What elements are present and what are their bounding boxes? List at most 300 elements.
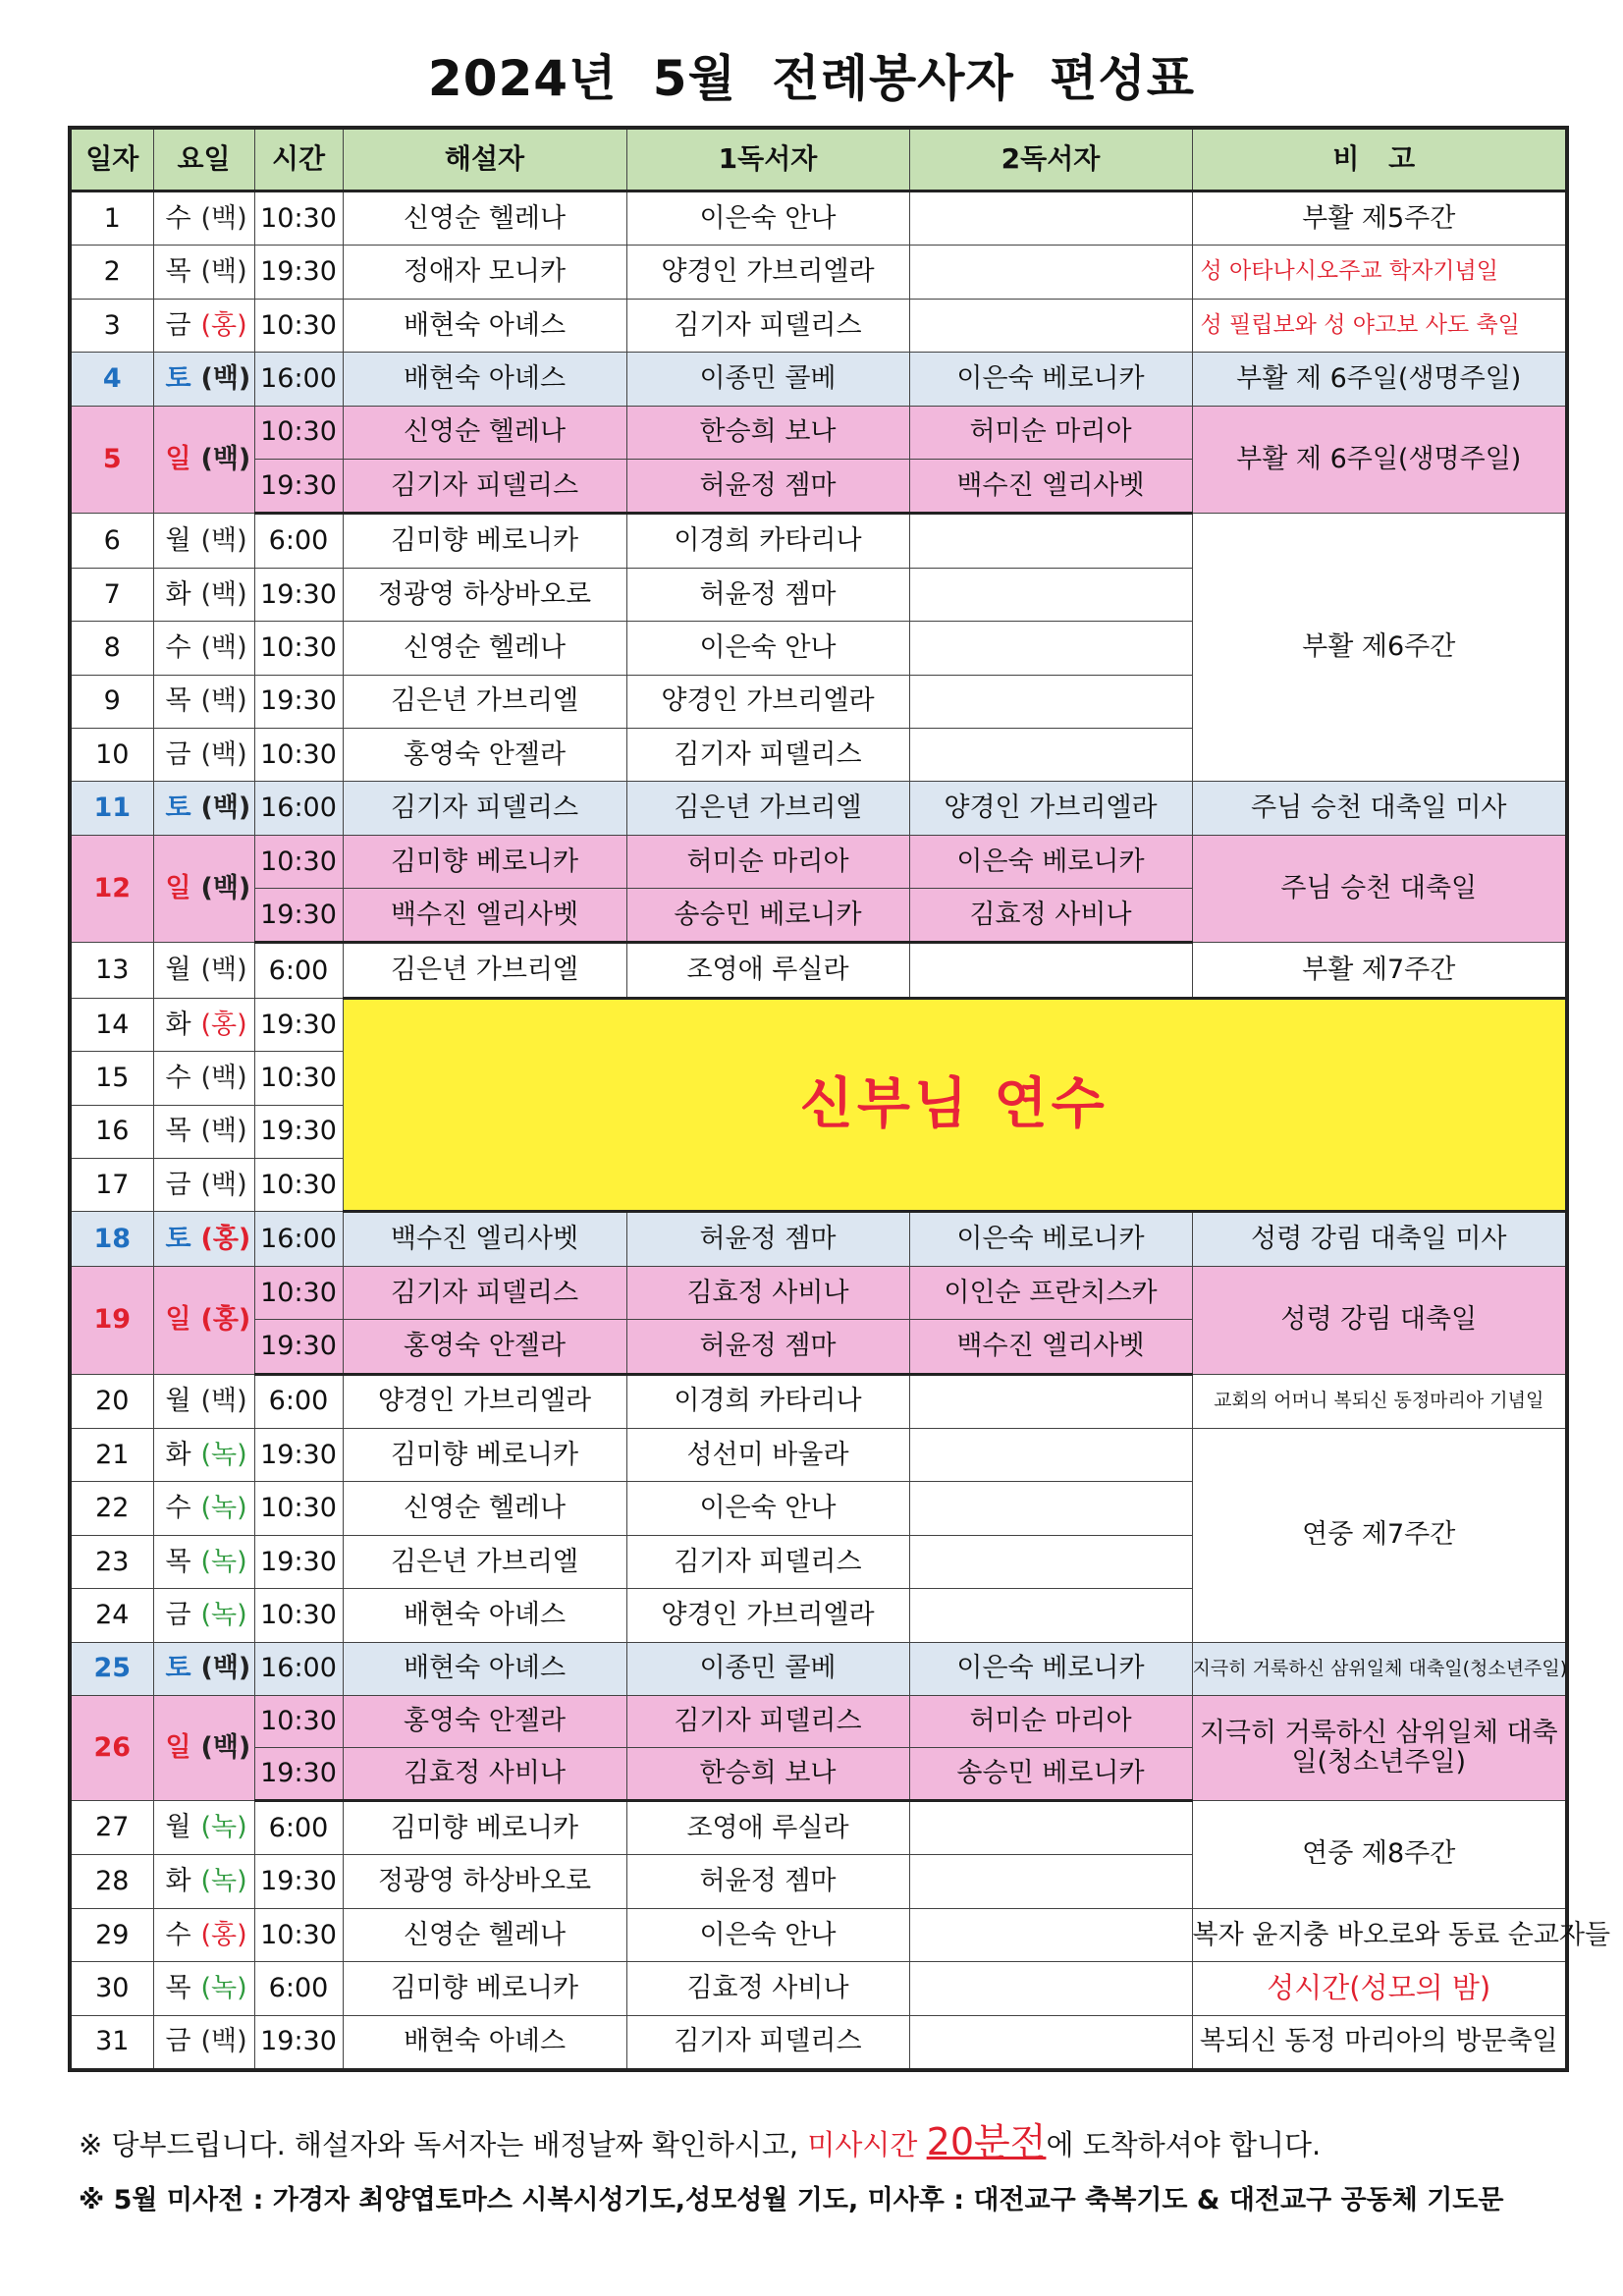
reader1-cell: 김효정 사비나	[626, 1266, 909, 1319]
time-cell: 10:30	[254, 299, 343, 352]
day-cell: 31	[70, 2015, 153, 2070]
commentator-cell: 신영순 헬레나	[343, 191, 626, 246]
time-cell: 19:30	[254, 1320, 343, 1374]
page-title: 2024년 5월 전례봉사자 편성표	[427, 50, 1196, 107]
liturgical-color: (홍)	[200, 309, 247, 341]
day-cell: 29	[70, 1908, 153, 1961]
table-row	[70, 1266, 1567, 1319]
day-cell: 3	[70, 299, 153, 352]
weekday-cell	[153, 299, 254, 352]
reader1-cell: 허윤정 젬마	[626, 568, 909, 621]
weekday-cell	[153, 1642, 254, 1695]
weekday-cell	[153, 1855, 254, 1908]
weekday-cell	[153, 998, 254, 1051]
day-cell: 25	[70, 1642, 153, 1695]
remarks-cell: 복되신 동정 마리아의 방문축일	[1192, 2015, 1567, 2070]
time-cell: 19:30	[254, 998, 343, 1051]
liturgical-color: (백)	[200, 578, 247, 610]
table-row	[70, 998, 1567, 1051]
reader2-cell: 이인순 프란치스카	[909, 1266, 1192, 1319]
reader2-cell: 양경인 가브리엘라	[909, 782, 1192, 835]
day-cell: 10	[70, 728, 153, 781]
liturgical-color: (홍)	[200, 1009, 247, 1040]
reader1-cell: 이은숙 안나	[626, 191, 909, 246]
weekday-label: 목	[165, 685, 191, 717]
reader1-cell: 김기자 피델리스	[626, 299, 909, 352]
commentator-cell: 배현숙 아녜스	[343, 353, 626, 406]
weekday-label: 금	[165, 2026, 191, 2057]
weekday-cell	[153, 1374, 254, 1428]
remarks-cell: 교회의 어머니 복되신 동정마리아 기념일	[1192, 1374, 1567, 1428]
reader1-cell: 허미순 마리아	[626, 835, 909, 888]
weekday-label: 수	[165, 1919, 191, 1950]
reader1-cell: 한승희 보나	[626, 406, 909, 459]
day-cell: 11	[70, 782, 153, 835]
time-cell: 10:30	[254, 835, 343, 888]
commentator-cell: 홍영숙 안젤라	[343, 728, 626, 781]
liturgical-color: (녹)	[200, 1493, 247, 1524]
table-row	[70, 191, 1567, 246]
time-cell: 10:30	[254, 1482, 343, 1535]
time-cell: 16:00	[254, 353, 343, 406]
day-cell: 15	[70, 1052, 153, 1105]
day-cell: 5	[70, 406, 153, 514]
reader2-cell	[909, 1374, 1192, 1428]
liturgical-color: (백)	[200, 363, 251, 395]
liturgical-color: (녹)	[200, 1439, 247, 1470]
reader2-cell	[909, 1962, 1192, 2015]
reader1-cell: 양경인 가브리엘라	[626, 675, 909, 728]
weekday-label: 월	[165, 1385, 191, 1416]
table-row	[70, 943, 1567, 998]
time-cell: 19:30	[254, 1428, 343, 1481]
liturgical-color: (백)	[200, 444, 251, 475]
reader2-cell: 이은숙 베로니카	[909, 835, 1192, 888]
weekday-cell	[153, 1266, 254, 1374]
reader2-cell	[909, 622, 1192, 675]
commentator-cell: 김미향 베로니카	[343, 1800, 626, 1854]
liturgical-color: (백)	[200, 793, 251, 824]
remarks-cell: 연중 제7주간	[1192, 1428, 1567, 1642]
reader1-cell: 허윤정 젬마	[626, 459, 909, 513]
time-cell: 10:30	[254, 1589, 343, 1642]
commentator-cell: 정광영 하상바오로	[343, 1855, 626, 1908]
day-cell: 2	[70, 246, 153, 299]
reader2-cell	[909, 514, 1192, 568]
liturgical-color: (백)	[200, 1385, 247, 1416]
weekday-cell	[153, 1428, 254, 1481]
weekday-label: 목	[165, 1546, 191, 1577]
commentator-cell: 배현숙 아녜스	[343, 1642, 626, 1695]
table-row	[70, 1962, 1567, 2015]
time-cell: 6:00	[254, 1374, 343, 1428]
day-cell: 4	[70, 353, 153, 406]
table-row	[70, 1908, 1567, 1961]
reader2-cell	[909, 943, 1192, 998]
reader1-cell: 허윤정 젬마	[626, 1855, 909, 1908]
time-cell: 6:00	[254, 1800, 343, 1854]
commentator-cell: 김미향 베로니카	[343, 835, 626, 888]
table-row	[70, 246, 1567, 299]
weekday-label: 토	[165, 1653, 191, 1684]
note-arrival-end: 에 도착하셔야 합니다.	[1046, 2128, 1322, 2161]
note-arrival-text: ※ 당부드립니다. 해설자와 독서자는 배정날짜 확인하시고,	[79, 2128, 808, 2161]
liturgical-color: (녹)	[200, 1866, 247, 1897]
reader2-cell	[909, 728, 1192, 781]
remarks-cell: 주님 승천 대축일 미사	[1192, 782, 1567, 835]
table-row	[70, 782, 1567, 835]
weekday-label: 금	[165, 738, 191, 770]
commentator-cell: 백수진 엘리사벳	[343, 1212, 626, 1266]
commentator-cell: 김은년 가브리엘	[343, 675, 626, 728]
weekday-cell	[153, 675, 254, 728]
reader1-cell: 김은년 가브리엘	[626, 782, 909, 835]
liturgical-color: (녹)	[200, 1972, 247, 2003]
liturgical-color: (홍)	[200, 1304, 251, 1336]
time-cell: 16:00	[254, 782, 343, 835]
liturgical-color: (백)	[200, 873, 251, 904]
commentator-cell: 배현숙 아녜스	[343, 299, 626, 352]
day-cell: 6	[70, 514, 153, 568]
time-cell: 19:30	[254, 1855, 343, 1908]
remarks-cell: 부활 제6주간	[1192, 514, 1567, 782]
table-row	[70, 1374, 1567, 1428]
table-row	[70, 835, 1567, 888]
reader2-cell	[909, 1428, 1192, 1481]
commentator-cell: 김은년 가브리엘	[343, 943, 626, 998]
time-cell: 6:00	[254, 943, 343, 998]
weekday-label: 수	[165, 1063, 191, 1094]
day-cell: 27	[70, 1800, 153, 1854]
weekday-cell	[153, 1962, 254, 2015]
reader2-cell	[909, 299, 1192, 352]
reader2-cell	[909, 1800, 1192, 1854]
weekday-label: 금	[165, 1169, 191, 1200]
reader1-cell: 성선미 바울라	[626, 1428, 909, 1481]
weekday-label: 월	[165, 955, 191, 986]
reader2-cell: 김효정 사비나	[909, 889, 1192, 943]
remarks-cell: 성 필립보와 성 야고보 사도 축일	[1192, 299, 1567, 352]
reader2-cell	[909, 1855, 1192, 1908]
time-cell: 19:30	[254, 568, 343, 621]
weekday-label: 금	[165, 309, 191, 341]
weekday-label: 월	[165, 524, 191, 556]
header-time: 시간	[254, 128, 343, 191]
reader2-cell	[909, 191, 1192, 246]
liturgical-color: (백)	[200, 256, 247, 288]
reader1-cell: 이은숙 안나	[626, 1482, 909, 1535]
header-reader2: 2독서자	[909, 128, 1192, 191]
weekday-cell	[153, 622, 254, 675]
header-commentator: 해설자	[343, 128, 626, 191]
reader2-cell	[909, 1908, 1192, 1961]
time-cell: 10:30	[254, 191, 343, 246]
weekday-cell	[153, 943, 254, 998]
weekday-cell	[153, 191, 254, 246]
weekday-cell	[153, 1695, 254, 1800]
liturgical-color: (백)	[200, 1732, 251, 1764]
table-row	[70, 353, 1567, 406]
commentator-cell: 김은년 가브리엘	[343, 1535, 626, 1588]
note-prayers: ※ 5월 미사전 : 가경자 최양엽토마스 시복시성기도,성모성월 기도, 미사후 : 대전교구 축복기도 & 대전교구 공동체 기도문	[79, 2185, 1504, 2215]
commentator-cell: 백수진 엘리사벳	[343, 889, 626, 943]
commentator-cell: 배현숙 아녜스	[343, 1589, 626, 1642]
remarks-cell: 부활 제7주간	[1192, 943, 1567, 998]
day-cell: 9	[70, 675, 153, 728]
commentator-cell: 김효정 사비나	[343, 1747, 626, 1800]
time-cell: 6:00	[254, 1962, 343, 2015]
time-cell: 19:30	[254, 1535, 343, 1588]
remarks-cell: 부활 제5주간	[1192, 191, 1567, 246]
weekday-label: 목	[165, 1116, 191, 1147]
weekday-label: 수	[165, 1493, 191, 1524]
weekday-label: 일	[165, 444, 191, 475]
liturgical-color: (백)	[200, 1063, 247, 1094]
weekday-cell	[153, 514, 254, 568]
header-day: 일자	[70, 128, 153, 191]
remarks-cell: 복자 윤지충 바오로와 동료 순교자들	[1192, 1908, 1567, 1961]
remarks-cell: 성시간(성모의 밤)	[1192, 1962, 1567, 2015]
day-cell: 18	[70, 1212, 153, 1266]
retreat-banner: 신부님 연수	[343, 998, 1567, 1212]
liturgical-color: (녹)	[200, 1546, 247, 1577]
weekday-cell	[153, 568, 254, 621]
liturgical-color: (백)	[200, 524, 247, 556]
weekday-cell	[153, 1105, 254, 1158]
day-cell: 21	[70, 1428, 153, 1481]
reader1-cell: 한승희 보나	[626, 1747, 909, 1800]
weekday-label: 목	[165, 1972, 191, 2003]
day-cell: 7	[70, 568, 153, 621]
weekday-cell	[153, 406, 254, 514]
time-cell: 10:30	[254, 728, 343, 781]
liturgical-color: (백)	[200, 955, 247, 986]
time-cell: 19:30	[254, 459, 343, 513]
reader2-cell: 허미순 마리아	[909, 406, 1192, 459]
reader1-cell: 이경희 카타리나	[626, 1374, 909, 1428]
weekday-label: 금	[165, 1600, 191, 1630]
remarks-cell: 성령 강림 대축일 미사	[1192, 1212, 1567, 1266]
weekday-label: 일	[165, 873, 191, 904]
day-cell: 20	[70, 1374, 153, 1428]
liturgical-color: (백)	[200, 202, 247, 234]
reader1-cell: 이종민 콜베	[626, 1642, 909, 1695]
time-cell: 16:00	[254, 1642, 343, 1695]
weekday-cell	[153, 246, 254, 299]
liturgical-color: (백)	[200, 1653, 251, 1684]
header-weekday: 요일	[153, 128, 254, 191]
reader1-cell: 허윤정 젬마	[626, 1212, 909, 1266]
reader2-cell: 백수진 엘리사벳	[909, 459, 1192, 513]
weekday-label: 수	[165, 202, 191, 234]
remarks-cell: 지극히 거룩하신 삼위일체 대축일(청소년주일)	[1192, 1695, 1567, 1800]
commentator-cell: 김기자 피델리스	[343, 459, 626, 513]
table-row	[70, 2015, 1567, 2070]
commentator-cell: 김기자 피델리스	[343, 782, 626, 835]
reader1-cell: 조영애 루실라	[626, 943, 909, 998]
time-cell: 19:30	[254, 1747, 343, 1800]
commentator-cell: 신영순 헬레나	[343, 1908, 626, 1961]
weekday-label: 월	[165, 1812, 191, 1843]
liturgical-color: (백)	[200, 1116, 247, 1147]
liturgical-color: (백)	[200, 631, 247, 663]
day-cell: 16	[70, 1105, 153, 1158]
remarks-cell: 성 아타나시오주교 학자기념일	[1192, 246, 1567, 299]
weekday-cell	[153, 1800, 254, 1854]
reader1-cell: 김효정 사비나	[626, 1962, 909, 2015]
day-cell: 8	[70, 622, 153, 675]
reader2-cell: 이은숙 베로니카	[909, 1212, 1192, 1266]
liturgical-color: (백)	[200, 685, 247, 717]
reader1-cell: 양경인 가브리엘라	[626, 1589, 909, 1642]
weekday-label: 토	[165, 1223, 191, 1254]
reader1-cell: 송승민 베로니카	[626, 889, 909, 943]
weekday-cell	[153, 835, 254, 943]
commentator-cell: 신영순 헬레나	[343, 1482, 626, 1535]
time-cell: 10:30	[254, 1052, 343, 1105]
weekday-cell	[153, 1052, 254, 1105]
reader1-cell: 김기자 피델리스	[626, 1535, 909, 1588]
reader1-cell: 이은숙 안나	[626, 622, 909, 675]
liturgical-color: (홍)	[200, 1919, 247, 1950]
weekday-label: 화	[165, 1866, 191, 1897]
time-cell: 10:30	[254, 406, 343, 459]
liturgical-color: (녹)	[200, 1812, 247, 1843]
day-cell: 28	[70, 1855, 153, 1908]
note-arrival	[79, 2111, 1321, 2165]
time-cell: 10:30	[254, 1908, 343, 1961]
remarks-cell: 부활 제 6주일(생명주일)	[1192, 353, 1567, 406]
remarks-cell: 부활 제 6주일(생명주일)	[1192, 406, 1567, 514]
weekday-label: 화	[165, 1009, 191, 1040]
reader2-cell: 이은숙 베로니카	[909, 1642, 1192, 1695]
commentator-cell: 신영순 헬레나	[343, 622, 626, 675]
weekday-label: 화	[165, 1439, 191, 1470]
day-cell: 26	[70, 1695, 153, 1800]
remarks-cell: 지극히 거룩하신 삼위일체 대축일(청소년주일)	[1192, 1642, 1567, 1695]
liturgical-color: (백)	[200, 1169, 247, 1200]
table-row	[70, 406, 1567, 459]
reader2-cell	[909, 1535, 1192, 1588]
commentator-cell: 정광영 하상바오로	[343, 568, 626, 621]
reader2-cell: 허미순 마리아	[909, 1695, 1192, 1747]
reader2-cell	[909, 1482, 1192, 1535]
commentator-cell: 김미향 베로니카	[343, 1428, 626, 1481]
time-cell: 16:00	[254, 1212, 343, 1266]
weekday-cell	[153, 728, 254, 781]
reader1-cell: 이은숙 안나	[626, 1908, 909, 1961]
reader2-cell: 백수진 엘리사벳	[909, 1320, 1192, 1374]
commentator-cell: 홍영숙 안젤라	[343, 1320, 626, 1374]
reader2-cell: 이은숙 베로니카	[909, 353, 1192, 406]
weekday-cell	[153, 1482, 254, 1535]
weekday-cell	[153, 1908, 254, 1961]
commentator-cell: 양경인 가브리엘라	[343, 1374, 626, 1428]
time-cell: 19:30	[254, 246, 343, 299]
time-cell: 19:30	[254, 2015, 343, 2070]
weekday-cell	[153, 1159, 254, 1212]
reader1-cell: 김기자 피델리스	[626, 728, 909, 781]
reader2-cell	[909, 2015, 1192, 2070]
weekday-label: 일	[165, 1732, 191, 1764]
table-row	[70, 1428, 1567, 1481]
table-row	[70, 514, 1567, 568]
time-cell: 10:30	[254, 622, 343, 675]
day-cell: 30	[70, 1962, 153, 2015]
reader2-cell: 송승민 베로니카	[909, 1747, 1192, 1800]
liturgical-color: (홍)	[200, 1223, 251, 1254]
reader2-cell	[909, 246, 1192, 299]
weekday-label: 화	[165, 578, 191, 610]
weekday-label: 토	[165, 793, 191, 824]
reader1-cell: 조영애 루실라	[626, 1800, 909, 1854]
day-cell: 14	[70, 998, 153, 1051]
day-cell: 13	[70, 943, 153, 998]
weekday-cell	[153, 1589, 254, 1642]
commentator-cell: 신영순 헬레나	[343, 406, 626, 459]
schedule-table	[68, 126, 1611, 2072]
weekday-label: 일	[165, 1304, 191, 1336]
reader2-cell	[909, 1589, 1192, 1642]
table-row	[70, 1642, 1567, 1695]
commentator-cell: 김기자 피델리스	[343, 1266, 626, 1319]
day-cell: 17	[70, 1159, 153, 1212]
reader1-cell: 허윤정 젬마	[626, 1320, 909, 1374]
table-row	[70, 299, 1567, 352]
time-cell: 10:30	[254, 1159, 343, 1212]
commentator-cell: 홍영숙 안젤라	[343, 1695, 626, 1747]
commentator-cell: 정애자 모니카	[343, 246, 626, 299]
liturgical-color: (녹)	[200, 1600, 247, 1630]
reader1-cell: 양경인 가브리엘라	[626, 246, 909, 299]
day-cell: 22	[70, 1482, 153, 1535]
day-cell: 1	[70, 191, 153, 246]
weekday-label: 토	[165, 363, 191, 395]
header-row	[70, 128, 1567, 191]
reader1-cell: 김기자 피델리스	[626, 1695, 909, 1747]
reader2-cell	[909, 675, 1192, 728]
weekday-cell	[153, 1212, 254, 1266]
note-arrival-red: 미사시간	[807, 2128, 927, 2161]
header-reader1: 1독서자	[626, 128, 909, 191]
weekday-cell	[153, 2015, 254, 2070]
remarks-cell: 연중 제8주간	[1192, 1800, 1567, 1908]
day-cell: 23	[70, 1535, 153, 1588]
time-cell: 19:30	[254, 1105, 343, 1158]
time-cell: 10:30	[254, 1695, 343, 1747]
weekday-label: 수	[165, 631, 191, 663]
weekday-cell	[153, 1535, 254, 1588]
table-row	[70, 1212, 1567, 1266]
remarks-cell: 주님 승천 대축일	[1192, 835, 1567, 943]
weekday-cell	[153, 782, 254, 835]
header-remarks: 비 고	[1192, 128, 1567, 191]
day-cell: 12	[70, 835, 153, 943]
remarks-cell: 성령 강림 대축일	[1192, 1266, 1567, 1374]
commentator-cell: 김미향 베로니카	[343, 514, 626, 568]
commentator-cell: 김미향 베로니카	[343, 1962, 626, 2015]
time-cell: 10:30	[254, 1266, 343, 1319]
time-cell: 6:00	[254, 514, 343, 568]
time-cell: 19:30	[254, 675, 343, 728]
reader1-cell: 이종민 콜베	[626, 353, 909, 406]
reader2-cell	[909, 568, 1192, 621]
reader1-cell: 이경희 카타리나	[626, 514, 909, 568]
table-row	[70, 1695, 1567, 1747]
day-cell: 24	[70, 1589, 153, 1642]
weekday-cell	[153, 353, 254, 406]
note-arrival-minutes: 20분전	[926, 2120, 1047, 2163]
